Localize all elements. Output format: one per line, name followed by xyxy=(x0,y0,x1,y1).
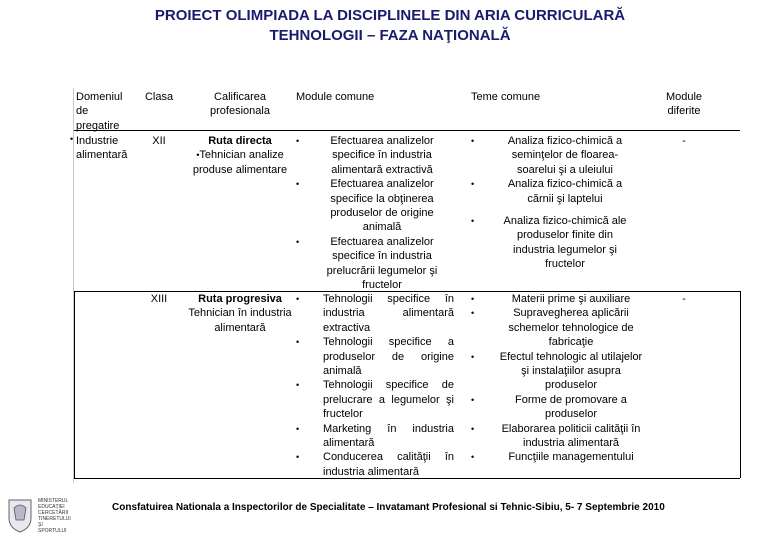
row2-module-item: • Conducerea calităţii în industria alimentară xyxy=(323,450,454,479)
domeniu-bullet: • xyxy=(70,134,74,144)
header-module-comune: Module comune xyxy=(296,91,375,103)
header-calificare: Calificarea profesionala xyxy=(210,91,270,118)
ministry-logo-text: MINISTERUL EDUCAŢIEI CERCETĂRII TINERETULUI ŞI SPORTULUI xyxy=(38,498,71,534)
header-divider xyxy=(74,130,740,131)
page-title xyxy=(0,6,780,46)
row2-teme-item: • Supravegherea aplicării schemelor tehnologice de fabricaţie xyxy=(498,306,644,349)
row2-calificare-sub: Tehnician în industria alimentară xyxy=(188,307,292,334)
row1-module-item: • Efectuarea analizelor specifice în industria prelucrării legumelor şi fructelor xyxy=(323,235,441,293)
row2-teme-item: • Forme de promovare a produselor xyxy=(498,393,644,422)
row2-module-item: • Tehnologii specifice în industria alimentară extractiva xyxy=(323,292,454,335)
table-left-border xyxy=(74,291,75,478)
row2-teme-item: • Elaborarea politicii calităţii în industria alimentară xyxy=(498,422,644,451)
row2-diferite: - xyxy=(682,293,686,305)
row2-teme-list xyxy=(498,292,644,465)
row2-module-item: • Marketing în industria alimentară xyxy=(323,422,454,451)
row1-calificare-title: Ruta directa xyxy=(208,135,272,147)
ministry-crest-icon xyxy=(6,496,34,534)
row2-teme-item: • Efectul tehnologic al utilajelor şi instalaţiilor asupra produselor xyxy=(498,350,644,393)
row1-teme-item: • Analiza fizico-chimică a cărnii şi laptelui xyxy=(498,177,632,206)
row1-diferite: - xyxy=(682,135,686,147)
row1-clasa: XII xyxy=(152,135,166,147)
row2-teme-item: • Materii prime şi auxiliare xyxy=(498,292,644,306)
row1-module-list xyxy=(323,134,441,292)
row2-calificare xyxy=(188,292,292,335)
header-domeniu: Domeniul de pregatire xyxy=(76,91,123,132)
row1-teme-item: • Analiza fizico-chimică a seminţelor de floarea-soarelui şi a uleiului xyxy=(498,134,632,177)
header-module-diferite: Module diferite xyxy=(665,91,703,118)
row1-calificare xyxy=(188,134,292,177)
row1-calificare-sub: •Tehnician analize produse alimentare xyxy=(192,149,288,176)
row1-module-item: • Efectuarea analizelor specifice în industria alimentară extractivă xyxy=(323,134,441,177)
row2-module-item: • Tehnologii specifice de prelucrare a legumelor şi fructelor xyxy=(323,378,454,421)
title-line-1: PROIECT OLIMPIADA LA DISCIPLINELE DIN ARIA CURRICULARĂ xyxy=(154,7,626,24)
footer-text: Consfatuirea Nationala a Inspectorilor de Specialitate – Invatamant Profesional si Tehnic-Sibiu, 5- 7 Septembrie 2010 xyxy=(112,502,665,513)
row1-teme-item: • Analiza fizico-chimică ale produselor finite din industria legumelor şi fructelor xyxy=(498,214,632,272)
row1-calificare-sub-text: Tehnician analize produse alimentare xyxy=(192,149,288,176)
row2-module-item: • Tehnologii specifice a produselor de origine animală xyxy=(323,335,454,378)
row2-teme-item: • Funcţiile managementului xyxy=(498,450,644,464)
title-line-2: TEHNOLOGII – FAZA NAŢIONALĂ xyxy=(269,27,511,44)
header-teme-comune: Teme comune xyxy=(471,91,541,103)
domeniu-value: Industrie alimentară xyxy=(76,135,128,162)
header-clasa: Clasa xyxy=(144,91,174,103)
row1-teme-list xyxy=(498,134,632,272)
row1-module-item: • Efectuarea analizelor specifice la obţinerea produselor de origine animală xyxy=(323,177,441,235)
row2-calificare-title: Ruta progresiva xyxy=(198,293,282,305)
row2-module-list xyxy=(323,292,454,479)
table-right-border xyxy=(740,291,741,478)
row2-clasa: XIII xyxy=(150,293,168,305)
